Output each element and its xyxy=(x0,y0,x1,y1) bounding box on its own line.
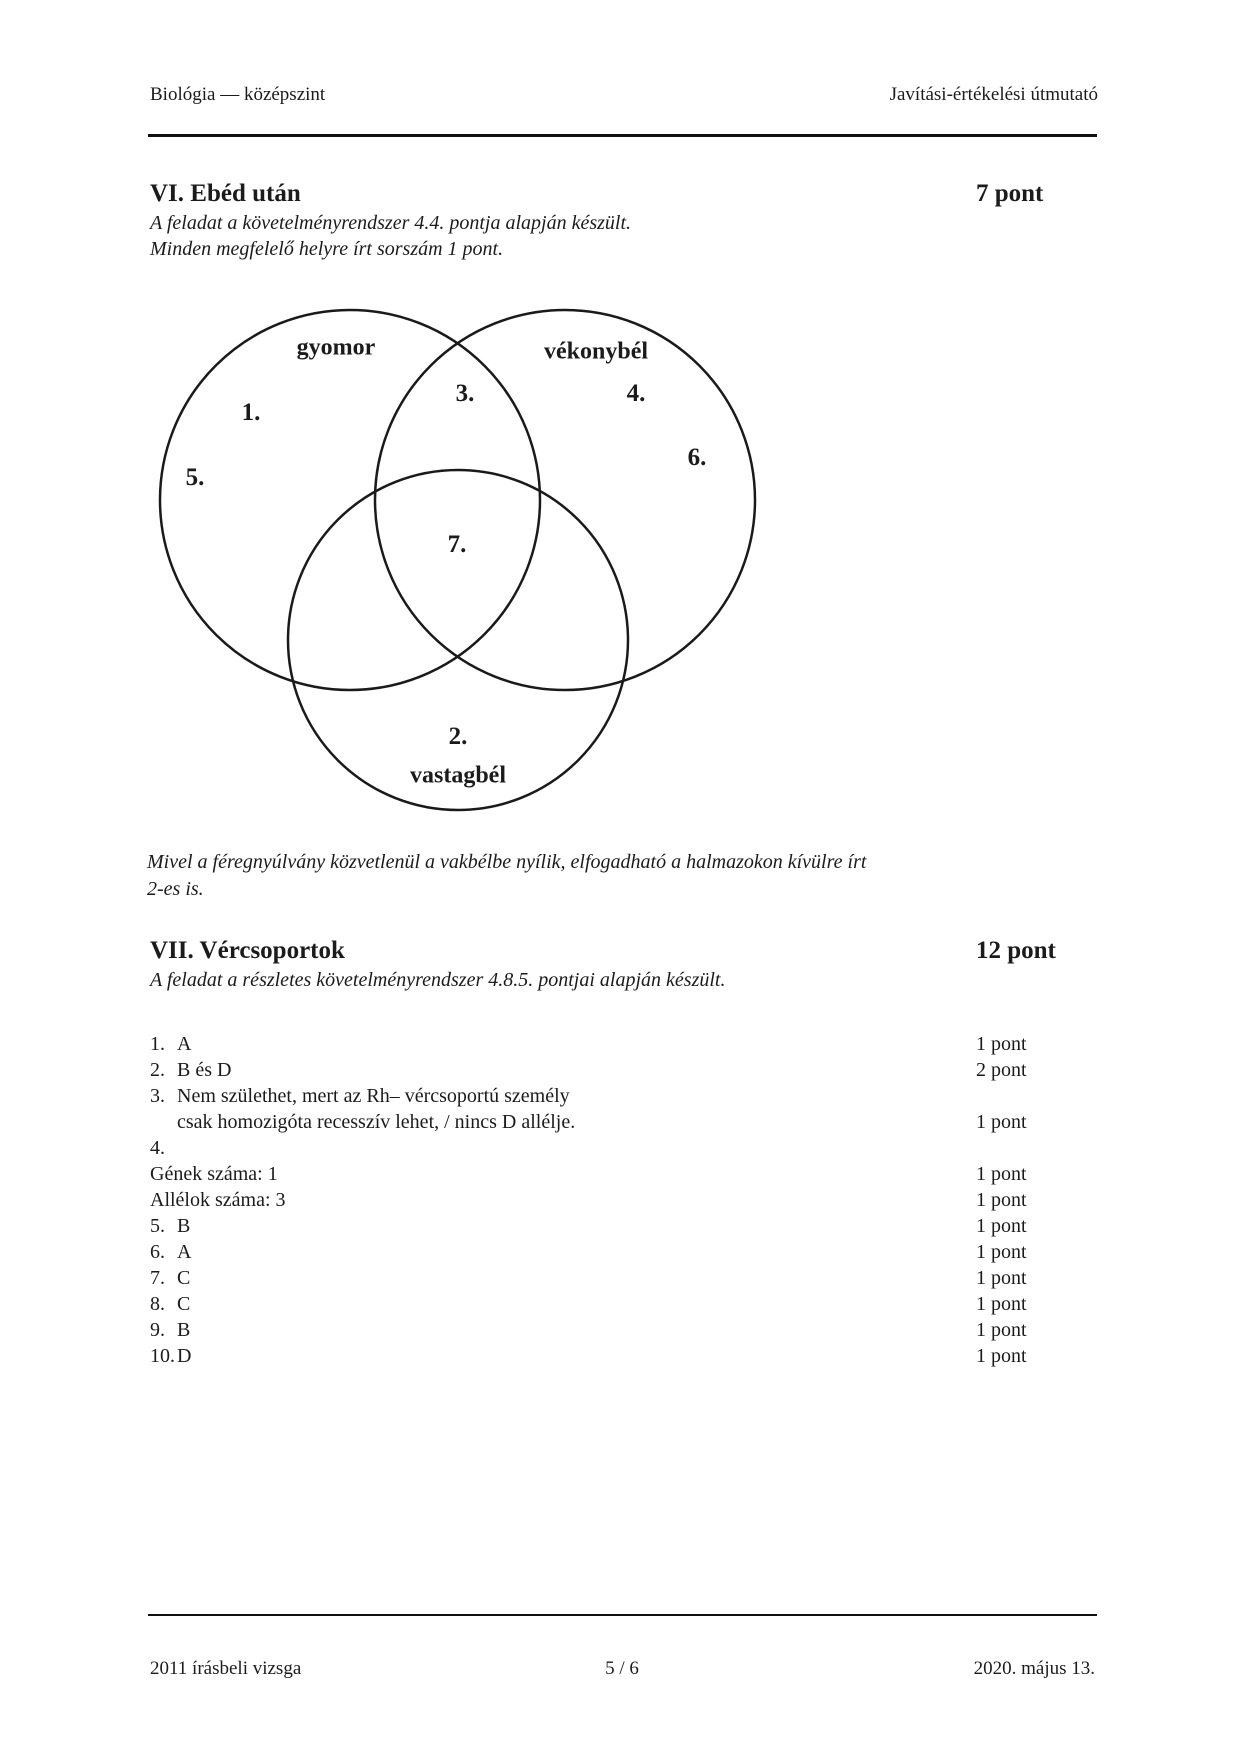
answer-text: Allélok száma: 3 xyxy=(150,1189,286,1211)
answer-text: B xyxy=(177,1319,191,1341)
answer-text: csak homozigóta recesszív lehet, / nincs D allélje. xyxy=(177,1111,576,1133)
venn-label-vekonybel: vékonybél xyxy=(543,338,649,365)
answer-points: 1 pont xyxy=(976,1189,1027,1211)
answer-row xyxy=(150,1291,1095,1317)
header-left: Biológia — középszint xyxy=(150,84,326,105)
section-vi-title: VI. Ebéd után xyxy=(150,180,301,207)
answer-text: B xyxy=(177,1215,191,1237)
answer-row xyxy=(150,1213,1095,1239)
answer-text: Nem születhet, mert az Rh– vércsoportú személy xyxy=(177,1085,570,1107)
answer-text: D xyxy=(177,1345,192,1367)
venn-circle-vekonybel xyxy=(375,310,755,690)
venn-circle-vastagbel xyxy=(288,470,628,810)
answer-row xyxy=(150,1265,1095,1291)
answer-row xyxy=(150,1057,1095,1083)
answer-number: 10. xyxy=(150,1345,175,1367)
answer-row xyxy=(150,1161,1095,1187)
header-right: Javítási-értékelési útmutató xyxy=(889,84,1098,105)
answer-points: 1 pont xyxy=(976,1293,1027,1315)
answer-text: C xyxy=(177,1293,191,1315)
section-vi-instruction-2: Minden megfelelő helyre írt sorszám 1 pont. xyxy=(150,238,504,260)
answer-points: 1 pont xyxy=(976,1319,1027,1341)
section-vi-instruction-1: A feladat a követelményrendszer 4.4. pontja alapján készült. xyxy=(150,212,632,234)
section-vii-instruction: A feladat a részletes követelményrendszer 4.8.5. pontjai alapján készült. xyxy=(150,969,726,991)
answer-row xyxy=(150,1317,1095,1343)
answer-number: 9. xyxy=(150,1319,165,1341)
answer-number: 7. xyxy=(150,1267,165,1289)
footer-rule xyxy=(148,1614,1097,1616)
section-vii-points: 12 pont xyxy=(976,937,1056,964)
venn-region-number-4: 4. xyxy=(626,380,646,407)
answer-points: 1 pont xyxy=(976,1241,1027,1263)
answer-points: 1 pont xyxy=(976,1111,1027,1133)
venn-region-number-6: 6. xyxy=(687,444,707,471)
answer-text: Gének száma: 1 xyxy=(150,1163,278,1185)
remark-line-2: 2-es is. xyxy=(147,878,204,900)
answer-number: 3. xyxy=(150,1085,165,1107)
answer-row xyxy=(150,1031,1095,1057)
answers-rows xyxy=(150,1031,1095,1369)
footer-page-number: 5 / 6 xyxy=(605,1658,639,1679)
answer-row xyxy=(150,1135,1095,1161)
venn-label-vastagbel: vastagbél xyxy=(410,762,506,789)
venn-region-number-5: 5. xyxy=(185,464,205,491)
venn-region-number-3: 3. xyxy=(455,380,475,407)
venn-region-number-2: 2. xyxy=(448,723,468,750)
answer-points: 1 pont xyxy=(976,1033,1027,1055)
venn-region-number-7: 7. xyxy=(447,531,467,558)
venn-circle-gyomor xyxy=(160,310,540,690)
answer-number: 4. xyxy=(150,1137,165,1159)
answer-text: A xyxy=(177,1241,192,1263)
answer-points: 2 pont xyxy=(976,1059,1027,1081)
footer-date: 2020. május 13. xyxy=(973,1658,1095,1679)
section-vi-points: 7 pont xyxy=(976,180,1044,207)
answer-text: B és D xyxy=(177,1059,232,1081)
answer-points: 1 pont xyxy=(976,1345,1027,1367)
answer-row xyxy=(150,1239,1095,1265)
answer-row xyxy=(150,1343,1095,1369)
remark-line-1: Mivel a féregnyúlvány közvetlenül a vakbélbe nyílik, elfogadható a halmazokon kívülre írt xyxy=(147,851,867,873)
answer-row xyxy=(150,1109,1095,1135)
header-rule xyxy=(148,134,1097,137)
answer-row xyxy=(150,1083,1095,1109)
answer-number: 1. xyxy=(150,1033,165,1055)
answer-number: 6. xyxy=(150,1241,165,1263)
answer-row xyxy=(150,1187,1095,1213)
answer-points: 1 pont xyxy=(976,1267,1027,1289)
answer-number: 2. xyxy=(150,1059,165,1081)
answer-number: 5. xyxy=(150,1215,165,1237)
answer-points: 1 pont xyxy=(976,1163,1027,1185)
answer-number: 8. xyxy=(150,1293,165,1315)
answer-text: A xyxy=(177,1033,192,1055)
venn-label-gyomor: gyomor xyxy=(296,334,376,361)
section-vii-title: VII. Vércsoportok xyxy=(150,937,345,964)
footer-exam-label: 2011 írásbeli vizsga xyxy=(150,1658,302,1679)
venn-region-number-1: 1. xyxy=(241,399,261,426)
answer-text: C xyxy=(177,1267,191,1289)
answer-points: 1 pont xyxy=(976,1215,1027,1237)
